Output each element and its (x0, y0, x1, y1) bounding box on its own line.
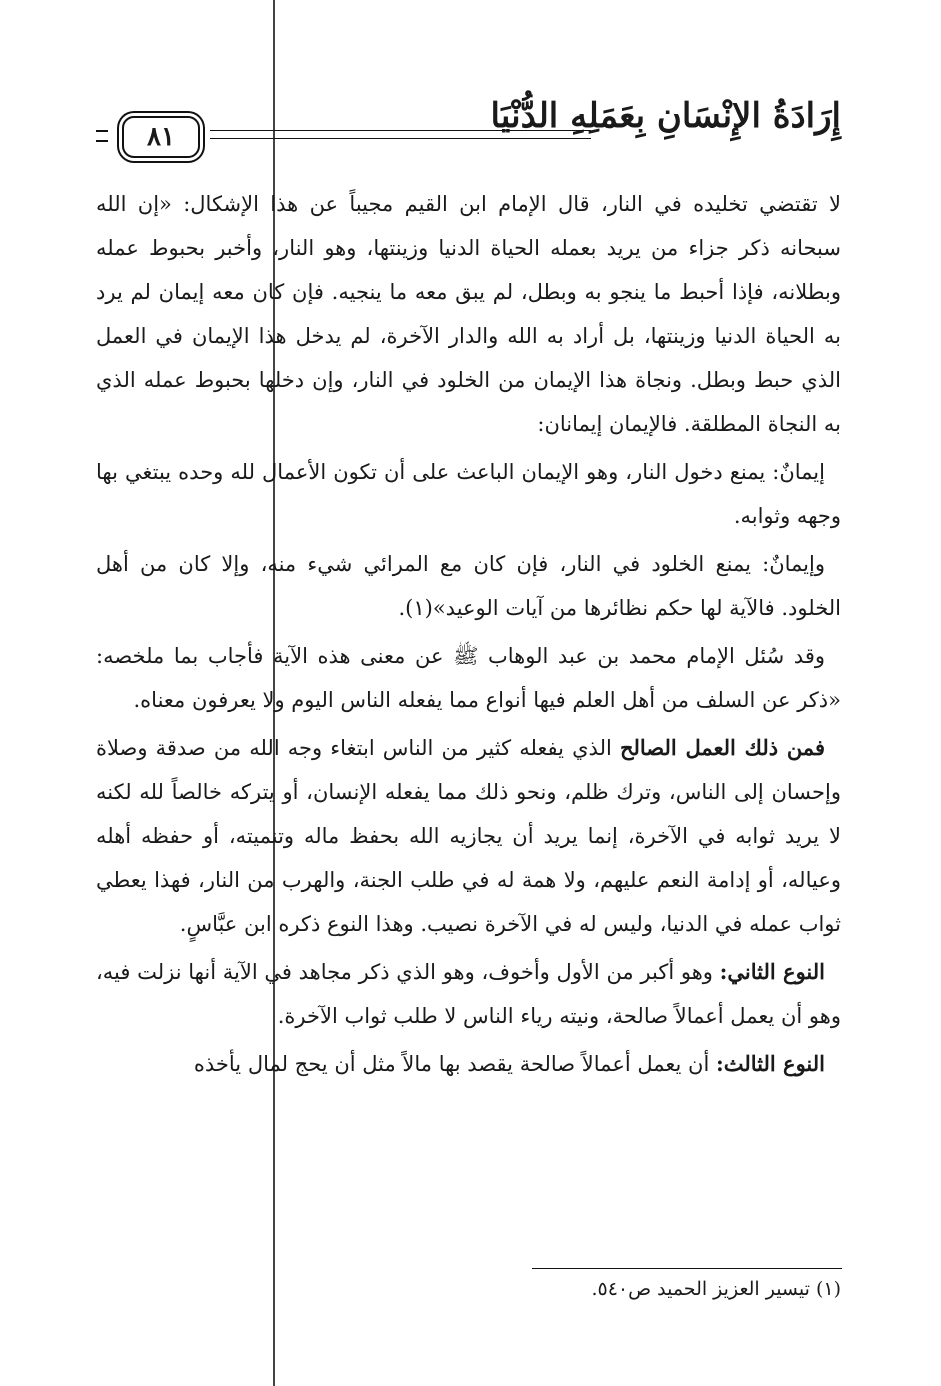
page-number: ٨١ (122, 116, 200, 158)
paragraph-lead: فمن ذلك العمل الصالح (619, 735, 825, 760)
footnote-separator (532, 1268, 842, 1269)
paragraph-body: وهو أكبر من الأول وأخوف، وهو الذي ذكر مجاهد في الآية أنها نزلت فيه، وهو أن يعمل أعمالاً صالحة، ونيته رياء الناس لا طلب ثواب الآخرة. (96, 960, 841, 1028)
page-header (96, 96, 841, 166)
footnote: (١) تيسير العزيز الحميد ص٥٤٠. (591, 1278, 841, 1300)
running-title: إِرَادَةُ الإِنْسَانِ بِعَمَلِهِ الدُّنْيَا (490, 96, 841, 136)
header-rule-bottom (210, 138, 591, 139)
paragraph-1: لا تقتضي تخليده في النار، قال الإمام ابن القيم مجيباً عن هذا الإشكال: «إن الله سبحانه ذكر جزاء من يريد بعمله الحياة الدنيا وزينتها، وهو النار، وأخبر بحبوط عمله وبطلانه، فإذا أحبط ما ينجو به وبطل، لم يبق معه ما ينجيه. فإن كان معه إيمان لم يرد به الحياة الدنيا وزينتها، بل أراد به الله والدار الآخرة، لم يدخل هذا الإيمان في العمل الذي حبط وبطل. ونجاة هذا الإيمان من الخلود في النار، وإن دخلها بحبوط عمله الذي به النجاة المطلقة. فالإيمان إيمانان: (96, 192, 841, 436)
header-ornament (96, 130, 108, 142)
body-text (96, 182, 841, 1090)
paragraph-7 (96, 1042, 841, 1086)
paragraph-lead: النوع الثالث: (716, 1051, 825, 1076)
header-rule-top (210, 130, 591, 131)
paragraph-5 (96, 726, 841, 946)
paragraph-6 (96, 950, 841, 1038)
paragraph-body: أن يعمل أعمالاً صالحة يقصد بها مالاً مثل أن يحج لمال يأخذه (193, 1052, 716, 1076)
paragraph-body: الذي يفعله كثير من الناس ابتغاء وجه الله من صدقة وصلاة وإحسان إلى الناس، وترك ظلم، ونحو ذلك مما يفعله الإنسان، أو يتركه خالصاً لله لكنه لا يريد ثوابه في الآخرة، إنما يريد أن يجازيه الله بحفظ ماله وتنميته، أو حفظه أهله وعياله، أو إدامة النعم عليهم، ولا همة له في طلب الجنة، والهرب من النار، فهذا يعطي ثواب عمله في الدنيا، وليس له في الآخرة نصيب. وهذا النوع ذكره ابن عبَّاسٍ. (96, 736, 841, 936)
paragraph-3: وإيمانٌ: يمنع الخلود في النار، فإن كان مع المرائي شيء منه، وإلا كان من أهل الخلود. فالآية لها حكم نظائرها من آيات الوعيد»(١). (96, 552, 841, 620)
paragraph-lead: النوع الثاني: (719, 959, 826, 984)
paragraph-2: إيمانٌ: يمنع دخول النار، وهو الإيمان الباعث على أن تكون الأعمال لله وحده يبتغي بها وجهه وثوابه. (96, 460, 841, 528)
paragraph-4: وقد سُئل الإمام محمد بن عبد الوهاب ﷺ عن معنى هذه الآية فأجاب بما ملخصه: «ذكر عن السلف من أهل العلم فيها أنواع مما يفعله الناس اليوم ولا يعرفون معناه. (96, 644, 841, 712)
